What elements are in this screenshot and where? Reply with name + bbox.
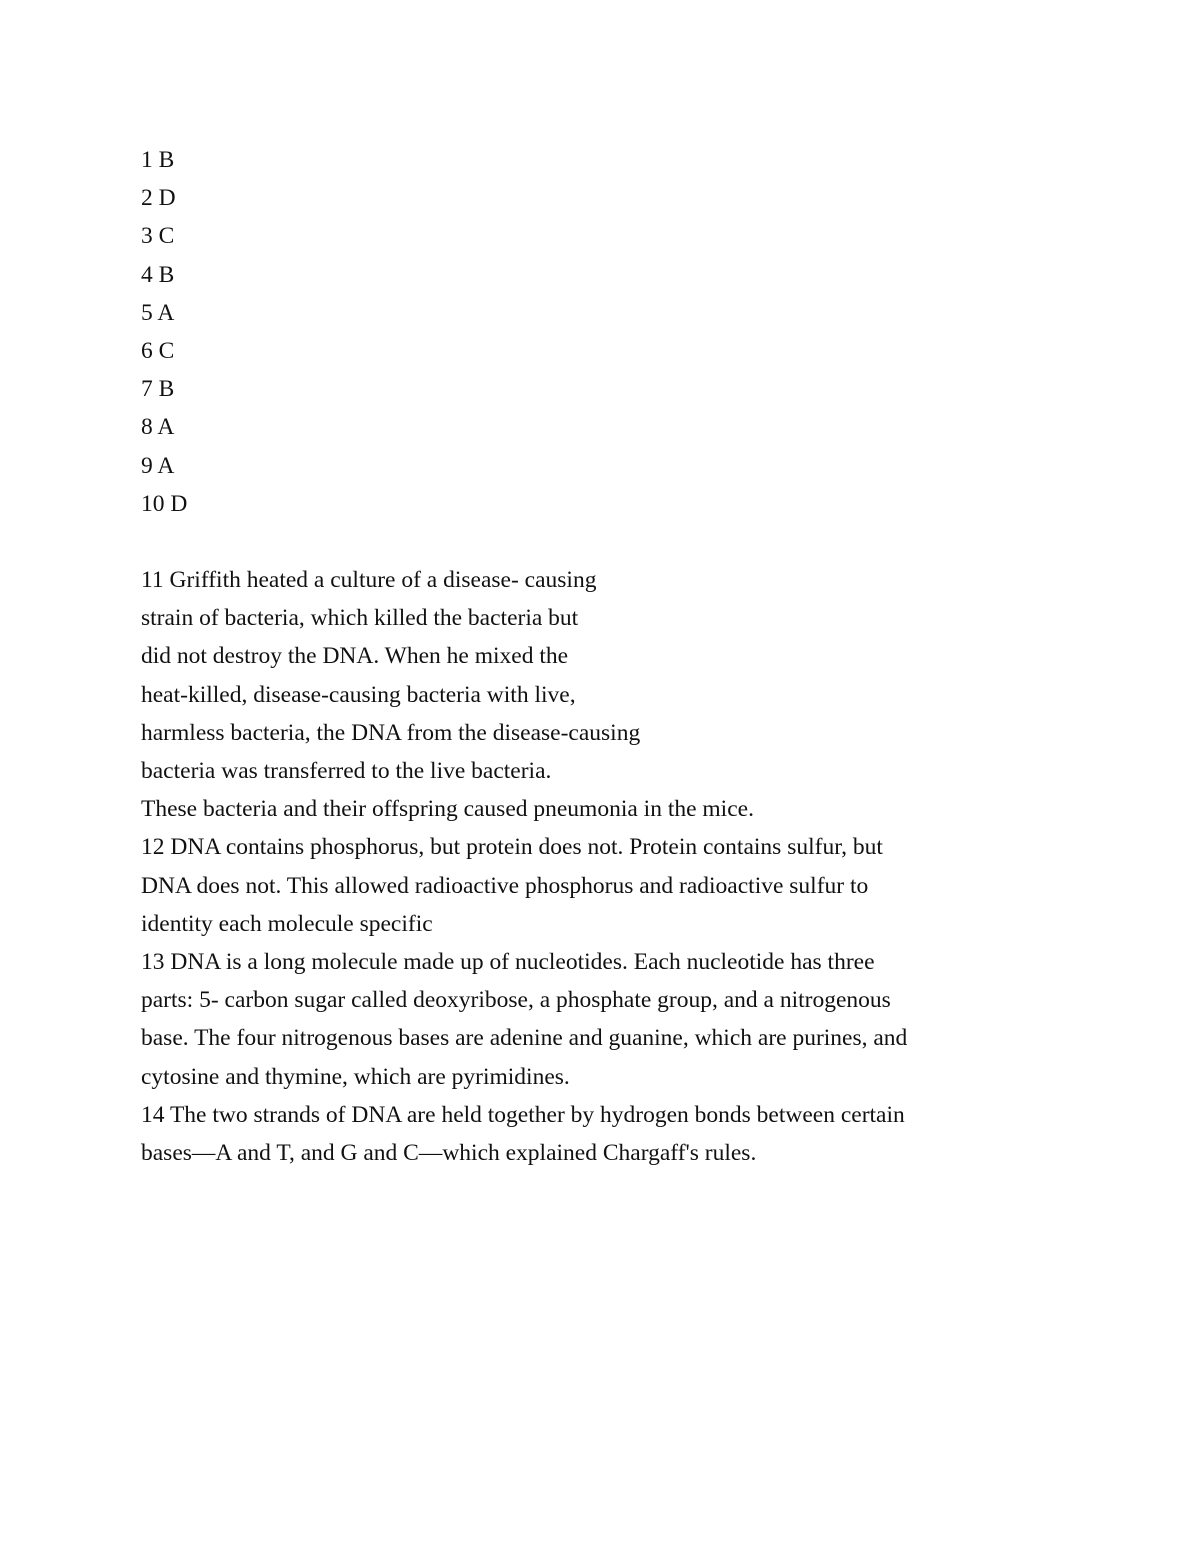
answer-line: 1 B [141, 147, 175, 173]
paragraph-line: 14 The two strands of DNA are held together by hydrogen bonds between certain [141, 1101, 905, 1128]
document-content [141, 141, 1141, 1172]
paragraph-line: cytosine and thymine, which are pyrimidines. [141, 1063, 570, 1090]
paragraph-line: harmless bacteria, the DNA from the disease-causing [141, 719, 641, 746]
paragraph-line: base. The four nitrogenous bases are adenine and guanine, which are purines, and [141, 1025, 908, 1052]
paragraph-line: heat-killed, disease-causing bacteria with live, [141, 681, 576, 708]
answer-line: 2 D [141, 185, 176, 212]
paragraph-line: These bacteria and their offspring caused pneumonia in the mice. [141, 796, 754, 823]
answer-line: 7 B [141, 376, 175, 403]
paragraph-line: 12 DNA contains phosphorus, but protein does not. Protein contains sulfur, but [141, 834, 883, 861]
paragraph-line: did not destroy the DNA. When he mixed the [141, 643, 569, 670]
paragraph-line: strain of bacteria, which killed the bacteria but [141, 605, 579, 632]
paragraph-line: 13 DNA is a long molecule made up of nucleotides. Each nucleotide has three [141, 948, 875, 975]
paragraph-line: 11 Griffith heated a culture of a disease- causing [141, 567, 597, 594]
paragraph-line: identity each molecule specific [141, 910, 433, 937]
paragraph-line: parts: 5- carbon sugar called deoxyribose, a phosphate group, and a nitrogenous [141, 987, 891, 1014]
answer-line: 5 A [141, 299, 175, 326]
paragraph-line: bases—A and T, and G and C—which explained Chargaff's rules. [141, 1139, 757, 1166]
answer-line: 6 C [141, 337, 175, 364]
answer-line: 9 A [141, 452, 175, 479]
paragraph-line: DNA does not. This allowed radioactive phosphorus and radioactive sulfur to [141, 872, 869, 899]
paragraph-line: bacteria was transferred to the live bacteria. [141, 758, 552, 784]
answer-line: 4 B [141, 261, 175, 288]
answer-line: 8 A [141, 414, 175, 441]
answer-line: 10 D [141, 490, 188, 517]
blank-line [141, 523, 1141, 561]
answer-line: 3 C [141, 223, 175, 250]
